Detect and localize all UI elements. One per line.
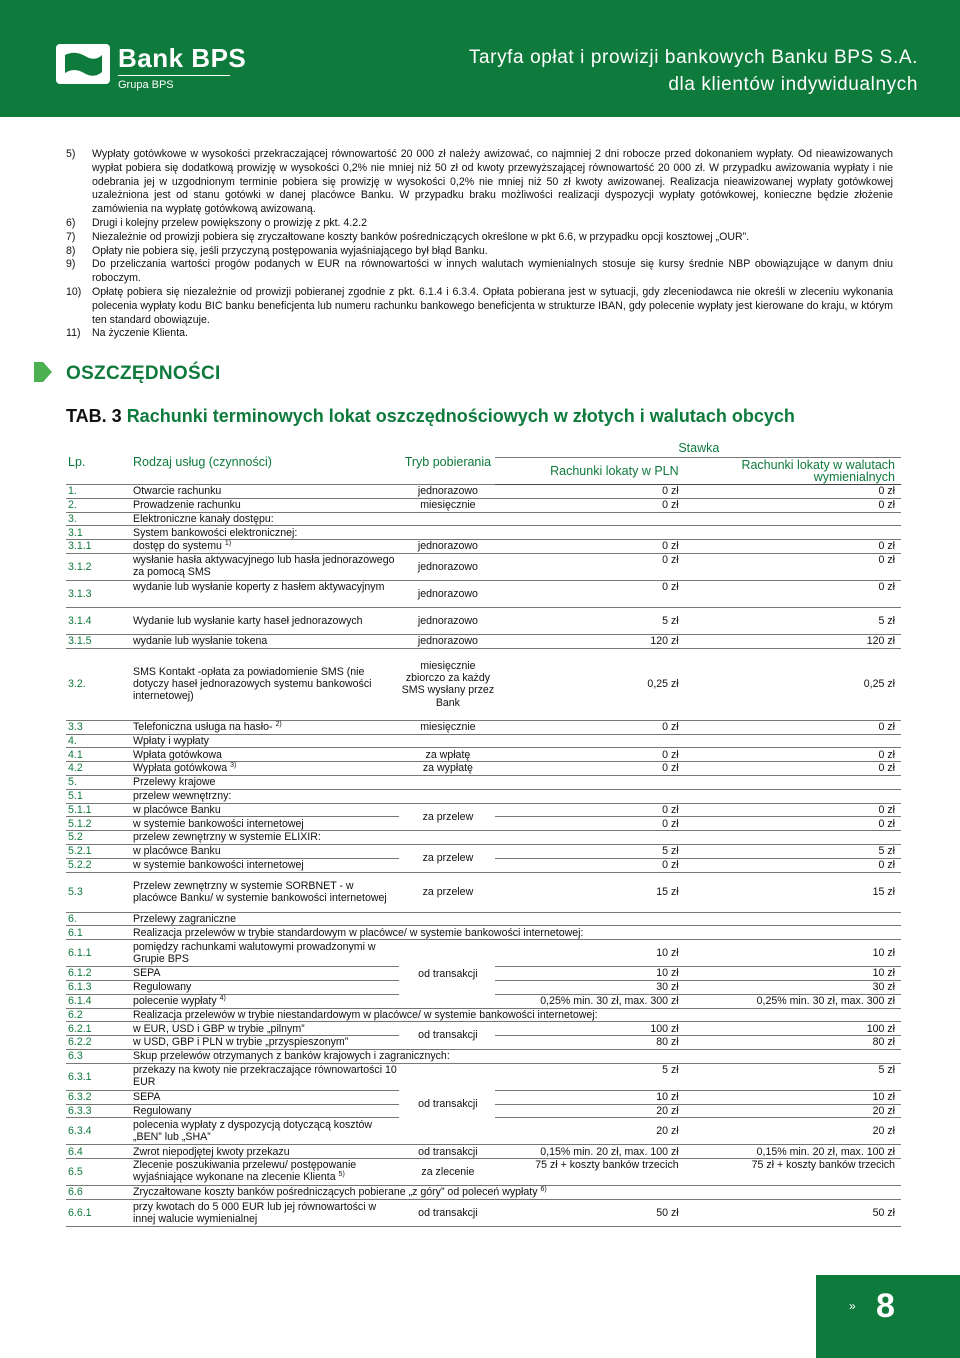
row-number: 3.1.1 (66, 540, 131, 554)
row-number: 6.1.1 (66, 940, 131, 967)
row-service-text: SMS Kontakt -opłata za powiadomienie SMS (nie dotyczy haseł jednorazowych systemu bankowości internetowej) (133, 665, 372, 703)
rate-fx: 15 zł (687, 872, 901, 912)
rate-fx: 0 zł (687, 858, 901, 872)
row-service-text: Zlecenie poszukiwania przelewu/ postępowanie wyjaśniające wykonane na zlecenie Klienta (133, 1159, 357, 1184)
table-row (66, 526, 901, 540)
footnote-number: 10) (66, 285, 82, 298)
row-service-text: wydanie lub wysłanie koperty z hasłem aktywacyjnym (133, 580, 385, 593)
rate-pln: 0,25 zł (495, 648, 687, 720)
row-service (131, 580, 399, 607)
section-title: OSZCZĘDNOŚCI (66, 363, 221, 384)
row-service (131, 803, 399, 817)
row-service (131, 540, 399, 554)
table-row (66, 720, 901, 734)
footnote-text: Niezależnie od prowizji pobiera się zryczałtowane koszty banków pośredniczących określone w pkt 6.6, w przypadku opcji kosztowej „OUR”. (92, 230, 750, 243)
row-service-text: Wydanie lub wysłanie karty haseł jednorazowych (133, 614, 363, 627)
rate-pln: 10 zł (495, 1090, 687, 1104)
rate-pln: 10 zł (495, 940, 687, 967)
table-row (66, 844, 901, 858)
row-number: 1. (66, 485, 131, 499)
table-row (66, 553, 901, 580)
row-service (131, 872, 399, 912)
table-title-text: Rachunki terminowych lokat oszczędnościowych w złotych i walutach obcych (126, 406, 795, 426)
row-service (131, 1022, 399, 1036)
table-row (66, 831, 901, 845)
row-number: 6.3.1 (66, 1063, 131, 1090)
footnote-number: 8) (66, 244, 76, 257)
row-service (131, 967, 399, 981)
row-service-text: Przelewy zagraniczne (133, 912, 237, 925)
row-number: 3.1 (66, 526, 131, 540)
row-number: 6.4 (66, 1145, 131, 1159)
row-mode: jednorazowo (399, 580, 494, 607)
row-service (131, 1186, 901, 1200)
footnote-number: 5) (66, 148, 76, 160)
row-service-text: w systemie bankowości internetowej (133, 817, 304, 830)
row-service-text: wysłanie hasła aktywacyjnego lub hasła jednorazowego za pomocą SMS (133, 553, 395, 579)
table-row (66, 926, 901, 940)
row-service-text: przelew wewnętrzny: (133, 790, 232, 803)
row-service (131, 980, 399, 994)
rate-pln: 20 zł (495, 1104, 687, 1118)
table-title (66, 406, 795, 427)
row-service-text: Przelew zewnętrzny w systemie SORBNET - w placówce Banku/ w systemie bankowości internetowej (133, 879, 387, 905)
row-mode: od transakcji (399, 1022, 494, 1050)
row-service-text: przekazy na kwoty nie przekraczające równowartości 10 EUR (133, 1063, 397, 1089)
rate-fx: 0 zł (687, 803, 901, 817)
rate-pln: 0 zł (495, 817, 687, 831)
table-row (66, 748, 901, 762)
header-lp: Lp. (66, 440, 131, 485)
row-mode: od transakcji (399, 1145, 494, 1159)
rate-fx: 5 zł (687, 607, 901, 634)
document-title-line1: Taryfa opłat i prowizji bankowych Banku BPS S.A. (468, 47, 918, 68)
row-number: 6.3.4 (66, 1118, 131, 1145)
footnote-number: 11) (66, 327, 81, 340)
table-row (66, 762, 901, 776)
table-row (66, 498, 901, 512)
row-number: 6.6 (66, 1186, 131, 1200)
row-number: 3.2. (66, 648, 131, 720)
row-number: 6.2.1 (66, 1022, 131, 1036)
row-service-text: Wpłaty i wypłaty (133, 734, 209, 747)
rate-fx: 0 zł (687, 817, 901, 831)
row-service-text: Telefoniczna usługa na hasło- (133, 721, 273, 734)
rate-fx: 0 zł (687, 553, 901, 580)
row-number: 5.1.1 (66, 803, 131, 817)
row-service-text: System bankowości elektronicznej: (133, 526, 298, 539)
rate-fx: 100 zł (687, 1022, 901, 1036)
table-row (66, 634, 901, 648)
row-service (131, 634, 399, 648)
rate-pln: 100 zł (495, 1022, 687, 1036)
rate-pln: 0,15% min. 20 zł, max. 100 zł (495, 1145, 687, 1159)
rate-fx: 0,25 zł (687, 648, 901, 720)
rate-pln: 50 zł (495, 1199, 687, 1226)
row-service-text: w USD, GBP i PLN w trybie „przyspieszonym” (133, 1036, 349, 1049)
row-mode: jednorazowo (399, 540, 494, 554)
rate-pln: 5 zł (495, 607, 687, 634)
section-arrow-icon (34, 362, 52, 382)
row-number: 5. (66, 775, 131, 789)
row-number: 3.1.4 (66, 607, 131, 634)
rate-fx: 20 zł (687, 1118, 901, 1145)
row-service (131, 553, 399, 580)
rate-pln: 0 zł (495, 485, 687, 499)
rate-pln: 20 zł (495, 1118, 687, 1145)
row-mode: za przelew (399, 844, 494, 872)
footnote-number: 9) (66, 258, 76, 271)
table-row (66, 1159, 901, 1186)
rate-fx: 0 zł (687, 720, 901, 734)
header-fx: Rachunki lokaty w walutach wymienialnych (687, 458, 901, 485)
rate-fx: 0 zł (687, 580, 901, 607)
footnote-text: Do przeliczania wartości progów podanych w EUR na równowartości w innych walutach wymienialnych stosuje się kursy średnie NBP obowiązujące w danym dniu roboczym. (92, 258, 893, 285)
row-service-text: Prowadzenie rachunku (133, 499, 241, 512)
document-title-line2: dla klientów indywidualnych (668, 74, 918, 95)
row-service-text: polecenia wypłaty z dyspozycją dotyczącą kosztów „BEN” lub „SHA” (133, 1119, 373, 1144)
row-service (131, 858, 399, 872)
page-number-box (816, 1275, 960, 1358)
row-number: 5.1 (66, 789, 131, 803)
row-number: 6.1 (66, 926, 131, 940)
footnote-text: Na życzenie Klienta. (92, 327, 188, 340)
footnote-ref: 2) (275, 721, 282, 729)
row-service (131, 912, 901, 926)
footnote-ref: 1) (224, 540, 232, 548)
rate-fx: 0 zł (687, 748, 901, 762)
row-service (131, 1145, 399, 1159)
rate-pln: 120 zł (495, 634, 687, 648)
row-mode: za wpłatę (399, 748, 494, 762)
header-stawka: Stawka (495, 440, 901, 458)
rate-fx: 75 zł + koszty banków trzecich (687, 1159, 901, 1186)
row-service-text: Elektroniczne kanały dostępu: (133, 512, 274, 525)
row-mode: miesięcznie (399, 498, 494, 512)
row-number: 6.3.2 (66, 1090, 131, 1104)
rate-pln: 5 zł (495, 844, 687, 858)
table-row (66, 912, 901, 926)
table-row (66, 512, 901, 526)
rate-fx: 5 zł (687, 1063, 901, 1090)
row-service (131, 648, 399, 720)
row-service-text: Wypłata gotówkowa (133, 762, 228, 775)
rate-fx: 20 zł (687, 1104, 901, 1118)
table-row (66, 540, 901, 554)
bank-bps-logo-icon (52, 42, 112, 86)
row-service-text: Regulowany (133, 1104, 192, 1117)
table-row (66, 1022, 901, 1036)
row-service (131, 512, 901, 526)
row-service-text: przy kwotach do 5 000 EUR lub jej równowartości w innej walucie wymienialnej (133, 1200, 377, 1225)
row-service (131, 1090, 399, 1104)
row-service (131, 844, 399, 858)
footnote-ref: 3) (230, 762, 237, 770)
rate-pln: 80 zł (495, 1036, 687, 1050)
rate-fx: 10 zł (687, 1090, 901, 1104)
row-service (131, 1199, 399, 1226)
rate-fx: 5 zł (687, 844, 901, 858)
table-row (66, 803, 901, 817)
footnote (66, 286, 893, 327)
row-number: 6.2.2 (66, 1036, 131, 1050)
rate-fx: 10 zł (687, 940, 901, 967)
row-service-text: Regulowany (133, 981, 192, 994)
rate-pln: 75 zł + koszty banków trzecich (495, 1159, 687, 1186)
rate-fx: 50 zł (687, 1199, 901, 1226)
rate-fx: 0 zł (687, 540, 901, 554)
row-service (131, 940, 399, 967)
row-service-text: przelew zewnętrzny w systemie ELIXIR: (133, 831, 321, 844)
row-number: 3.1.2 (66, 553, 131, 580)
row-service (131, 526, 901, 540)
row-service (131, 1036, 399, 1050)
row-mode: miesięcznie zbiorczo za każdy SMS wysłany przez Bank (399, 648, 494, 720)
footnote-number: 7) (66, 230, 76, 243)
table-number: TAB. 3 (66, 406, 122, 426)
footnote (66, 148, 893, 217)
footnote-text: Opłatę pobiera się niezależnie od prowizji pobieranej zgodnie z pkt. 6.1.4 i 6.3.4. Opłata pobierana jest w sytuacji, gdy zleceniodawca nie określi w zleceniu wykonania polecenia wypłaty kodu BIC banku beneficjenta lub numeru rachunku bankowego beneficjenta w strukturze IBAN, gdy polecenie wypłaty jest kierowane do kraju, w którym ten standard obowiązuje. (92, 285, 893, 326)
rate-fx: 30 zł (687, 980, 901, 994)
row-mode: za przelew (399, 872, 494, 912)
rate-fx: 0 zł (687, 498, 901, 512)
page-header (0, 0, 960, 117)
rate-fx: 0,25% min. 30 zł, max. 300 zł (687, 994, 901, 1008)
row-number: 5.3 (66, 872, 131, 912)
rate-pln: 30 zł (495, 980, 687, 994)
table-row (66, 1063, 901, 1090)
footnote-text: Drugi i kolejny przelew powiększony o prowizję z pkt. 4.2.2 (92, 216, 367, 229)
row-mode: jednorazowo (399, 634, 494, 648)
rate-pln: 0 zł (495, 803, 687, 817)
footnote-ref: 6) (540, 1186, 547, 1194)
row-number: 5.2.1 (66, 844, 131, 858)
row-service-text: w systemie bankowości internetowej (133, 859, 304, 871)
row-service (131, 1063, 399, 1090)
row-mode: od transakcji (399, 1063, 494, 1145)
rate-fx: 120 zł (687, 634, 901, 648)
brand-block (118, 44, 246, 92)
row-service-text: Otwarcie rachunku (133, 485, 222, 498)
footnote (66, 231, 893, 245)
table-row (66, 1199, 901, 1226)
row-number: 4. (66, 734, 131, 748)
row-service (131, 994, 399, 1008)
row-service-text: w EUR, USD i GBP w trybie „pilnym” (133, 1022, 305, 1035)
row-service-text: Przelewy krajowe (133, 776, 216, 789)
row-service (131, 734, 901, 748)
row-mode: miesięcznie (399, 720, 494, 734)
row-service (131, 831, 901, 845)
row-number: 6.2 (66, 1008, 131, 1022)
table-row (66, 734, 901, 748)
row-service (131, 498, 399, 512)
row-number: 3.1.3 (66, 580, 131, 607)
row-service (131, 817, 399, 831)
row-service-text: Realizacja przelewów w trybie standardowym w placówce/ w systemie bankowości internetowej: (133, 926, 584, 939)
row-service-text: SEPA (133, 1090, 161, 1103)
rate-pln: 0 zł (495, 720, 687, 734)
rate-fx: 0 zł (687, 485, 901, 499)
row-service-text: w placówce Banku (133, 845, 221, 858)
row-number: 5.2.2 (66, 858, 131, 872)
rate-pln: 10 zł (495, 967, 687, 981)
row-number: 4.1 (66, 748, 131, 762)
rate-pln: 0 zł (495, 580, 687, 607)
footnote-text: Opłaty nie pobiera się, jeśli przyczyną postępowania wyjaśniającego był błąd Banku. (92, 244, 488, 257)
table-row (66, 580, 901, 607)
row-number: 3. (66, 512, 131, 526)
row-service-text: Realizacja przelewów w trybie niestandardowym w placówce/ w systemie bankowości internetowej: (133, 1008, 598, 1021)
row-number: 4.2 (66, 762, 131, 776)
row-service (131, 1118, 399, 1145)
rate-pln: 0,25% min. 30 zł, max. 300 zł (495, 994, 687, 1008)
row-service-text: polecenie wypłaty (133, 994, 217, 1007)
page-number: 8 (876, 1287, 895, 1325)
footnotes (66, 148, 893, 341)
row-mode: za zlecenie (399, 1159, 494, 1186)
row-service (131, 1104, 399, 1118)
rate-pln: 5 zł (495, 1063, 687, 1090)
footnote (66, 217, 893, 231)
row-service-text: SEPA (133, 967, 161, 980)
footnote (66, 245, 893, 259)
rate-fx: 10 zł (687, 967, 901, 981)
footnote (66, 327, 893, 341)
row-number: 5.1.2 (66, 817, 131, 831)
row-service (131, 1008, 901, 1022)
row-number: 3.1.5 (66, 634, 131, 648)
rate-pln: 15 zł (495, 872, 687, 912)
rate-pln: 0 zł (495, 498, 687, 512)
row-service (131, 775, 901, 789)
rate-fx: 0 zł (687, 762, 901, 776)
row-service-text: w placówce Banku (133, 803, 221, 816)
row-service-text: wydanie lub wysłanie tokena (133, 635, 268, 648)
table-row (66, 607, 901, 634)
double-chevron-icon: » (849, 1299, 856, 1313)
table-row (66, 1145, 901, 1159)
table-row (66, 1049, 901, 1063)
row-number: 6.6.1 (66, 1199, 131, 1226)
header-service: Rodzaj usług (czynności) (131, 440, 399, 485)
document-title (469, 44, 918, 98)
rate-pln: 0 zł (495, 858, 687, 872)
row-number: 2. (66, 498, 131, 512)
row-mode: jednorazowo (399, 607, 494, 634)
row-number: 6.3 (66, 1049, 131, 1063)
row-number: 6.5 (66, 1159, 131, 1186)
header-pln: Rachunki lokaty w PLN (495, 458, 687, 485)
row-number: 6. (66, 912, 131, 926)
row-service (131, 748, 399, 762)
table-row (66, 648, 901, 720)
row-mode: jednorazowo (399, 553, 494, 580)
footnote-number: 6) (66, 216, 76, 229)
row-service (131, 926, 901, 940)
brand-group: Grupa BPS (118, 79, 174, 91)
row-number: 6.1.3 (66, 980, 131, 994)
row-number: 6.1.2 (66, 967, 131, 981)
row-mode: od transakcji (399, 1199, 494, 1226)
row-service-text: Skup przelewów otrzymanych z banków krajowych i zagranicznych: (133, 1050, 450, 1063)
table-row (66, 1008, 901, 1022)
row-number: 6.3.3 (66, 1104, 131, 1118)
brand-name: Bank BPS (118, 43, 247, 73)
row-service (131, 1049, 901, 1063)
table-row (66, 789, 901, 803)
row-mode: za wypłatę (399, 762, 494, 776)
footnote-text: Wypłaty gotówkowe w wysokości przekraczającej równowartość 20 000 zł należy awizować, co najmniej 2 dni robocze przed dokonaniem wypłaty. Od nieawizowanych wypłat pobiera się dodatkową prowizję w wysokości 0,2% nie mniej niż 50 zł od kwoty przewyższającej równowartość 20 000 zł. W przypadku awizowania wypłaty i nie odebrania jej w uzgodnionym terminie pobiera się prowizję w wysokości 0,2% nie mniej niż 50 zł kwoty awizowanej. Realizacja nieawizowanej wypłaty gotówkowej uzależniona jest od stanu gotówki w danej placówce Banku. W przypadku braku możliwości realizacji dyspozycji wypłaty gotówkowej, konieczne będzie złożenie zamówienia na wypłatę gotówkową awizowaną. (92, 148, 893, 216)
row-service (131, 789, 901, 803)
row-service (131, 762, 399, 776)
row-mode: jednorazowo (399, 485, 494, 499)
row-service-text: dostęp do systemu (133, 540, 222, 553)
row-number: 5.2 (66, 831, 131, 845)
footnote-ref: 4) (219, 994, 226, 1002)
row-mode: od transakcji (399, 940, 494, 1008)
row-service-text: Zwrot niepodjętej kwoty przekazu (133, 1145, 290, 1158)
row-service (131, 607, 399, 634)
row-service-text: Zryczałtowane koszty banków pośredniczących pobierane „z góry” od poleceń wypłaty (133, 1186, 538, 1199)
table-row (66, 1186, 901, 1200)
rate-pln: 0 zł (495, 553, 687, 580)
row-service (131, 1159, 399, 1186)
fee-table (66, 440, 901, 1227)
rate-pln: 0 zł (495, 540, 687, 554)
row-service-text: Wpłata gotówkowa (133, 748, 222, 761)
brand-divider (118, 75, 230, 76)
row-number: 3.3 (66, 720, 131, 734)
row-service-text: pomiędzy rachunkami walutowymi prowadzonymi w Grupie BPS (133, 940, 376, 966)
table-row (66, 872, 901, 912)
rate-fx: 0,15% min. 20 zł, max. 100 zł (687, 1145, 901, 1159)
footnote (66, 258, 893, 286)
row-service (131, 720, 399, 734)
table-row (66, 485, 901, 499)
table-row (66, 775, 901, 789)
row-mode: za przelew (399, 803, 494, 831)
row-number: 6.1.4 (66, 994, 131, 1008)
row-service (131, 485, 399, 499)
footnote-ref: 5) (338, 1171, 345, 1179)
header-mode: Tryb pobierania (399, 440, 494, 485)
table-row (66, 940, 901, 967)
rate-pln: 0 zł (495, 748, 687, 762)
rate-pln: 0 zł (495, 762, 687, 776)
rate-fx: 80 zł (687, 1036, 901, 1050)
